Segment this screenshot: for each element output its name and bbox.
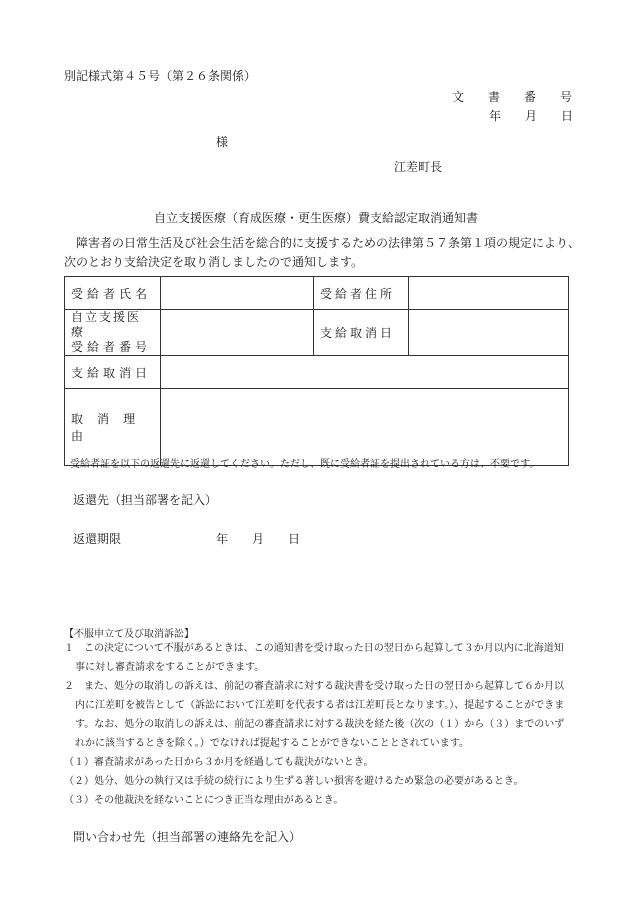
contact-info: 問い合わせ先（担当部署の連絡先を記入） bbox=[73, 830, 302, 844]
document-number-label: 文 書 番 号 bbox=[452, 90, 573, 104]
document-title: 自立支援医療（育成医療・更生医療）費支給認定取消通知書 bbox=[154, 211, 479, 225]
form-number: 別記様式第４５号（第２６条関係） bbox=[64, 69, 257, 83]
appeal-sub-3: （３）その他裁決を経ないことにつき正当な理由があるとき。 bbox=[64, 795, 344, 806]
label-certificate-number-line2: 受給者番号 bbox=[71, 340, 152, 354]
appeal-item-1-line-1: １ この決定について不服があるときは、この通知書を受け取った日の翌日から起算して３か月以内に北海道知 bbox=[64, 643, 564, 654]
appeal-item-2-line-2: 内に江差町を被告として（訴訟において江差町を代表する者は江差町長となります。）、提起することができま bbox=[75, 700, 565, 711]
cancellation-details-table bbox=[64, 276, 569, 466]
recipient-honorific: 様 bbox=[216, 135, 229, 149]
field-certificate-number[interactable] bbox=[161, 310, 314, 356]
issuer-name: 江差町長 bbox=[394, 160, 443, 174]
field-cancel-date-right[interactable] bbox=[409, 310, 569, 356]
intro-line-2: 次のとおり支給決定を取り消しましたので通知します。 bbox=[64, 255, 364, 269]
appeal-sub-2: （２）処分、処分の執行又は手続の続行により生ずる著しい損害を避けるため緊急の必要があるとき。 bbox=[64, 776, 524, 787]
appeal-sub-1: （１）審査請求があった日から３か月を経過しても裁決がないとき。 bbox=[64, 757, 374, 768]
label-certificate-number bbox=[65, 310, 161, 356]
appeal-item-2-line-4: れかに該当するときを除く。）でなければ提起することができないこととされています。 bbox=[75, 738, 469, 749]
appeal-section bbox=[64, 639, 576, 810]
field-cancel-date[interactable] bbox=[161, 356, 569, 389]
field-cancel-reason[interactable] bbox=[161, 389, 569, 466]
return-deadline-label: 返還期限 bbox=[73, 532, 122, 546]
return-note: 受給者証を以下の返還先に返還してください。ただし、既に受給者証を提出されている方は、不要です。 bbox=[70, 459, 540, 470]
label-cancel-reason: 取 消 理 由 bbox=[65, 389, 161, 466]
intro-line-1: 障害者の日常生活及び社会生活を総合的に支援するための法律第５７条第１項の規定により、 bbox=[76, 236, 581, 250]
return-destination: 返還先（担当部署を記入） bbox=[73, 493, 218, 507]
appeal-item-2-line-1: ２ また、処分の取消しの訴えは、前記の審査請求に対する裁決書を受け取った日の翌日から起算して６か月以 bbox=[64, 681, 564, 692]
appeal-item-1-line-2: 事に対し審査請求をすることができます。 bbox=[75, 662, 265, 673]
label-recipient-address: 受給者住所 bbox=[314, 277, 409, 310]
appeal-heading: 【不服申立て及び取消訴訟】 bbox=[64, 629, 194, 640]
label-certificate-number-line1: 自立支援医療 bbox=[71, 310, 142, 339]
label-recipient-name: 受給者氏名 bbox=[65, 277, 161, 310]
appeal-item-2-line-3: す。なお、処分の取消しの訴えは、前記の審査請求に対する裁決を経た後（次の（１）から（３）までのいず bbox=[75, 719, 565, 730]
label-cancel-date-right: 支給取消日 bbox=[314, 310, 409, 356]
field-recipient-address[interactable] bbox=[409, 277, 569, 310]
field-recipient-name[interactable] bbox=[161, 277, 314, 310]
label-cancel-date: 支給取消日 bbox=[65, 356, 161, 389]
intro-text bbox=[64, 234, 581, 272]
issue-date-label: 年 月 日 bbox=[489, 109, 574, 123]
return-deadline-date: 年 月 日 bbox=[216, 532, 301, 546]
